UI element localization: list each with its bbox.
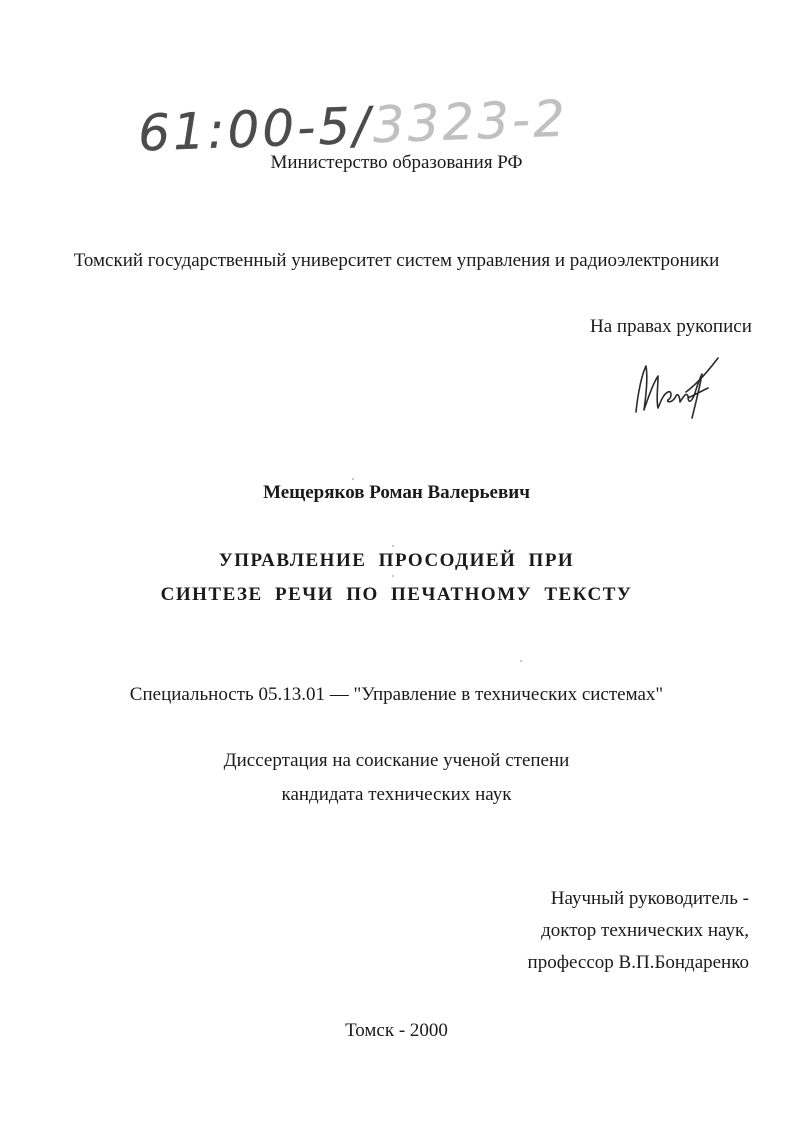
title-line-1: УПРАВЛЕНИЕ ПРОСОДИЕЙ ПРИ — [218, 550, 575, 571]
supervisor-line-3: профессор В.П.Бондаренко — [527, 952, 749, 973]
archive-number-part2: 3323-2 — [371, 89, 569, 155]
scan-speck — [392, 545, 394, 547]
specialty-line: Специальность 05.13.01 — "Управление в технических системах" — [129, 684, 664, 705]
supervisor-line-2: доктор технических наук, — [541, 920, 749, 941]
archive-number-part1: 61:00-5/ — [137, 96, 374, 163]
ministry-line: Министерство образования РФ — [270, 152, 523, 173]
dissertation-line-1: Диссертация на соискание ученой степени — [223, 750, 570, 771]
scan-speck — [392, 575, 394, 577]
title-line-2: СИНТЕЗЕ РЕЧИ ПО ПЕЧАТНОМУ ТЕКСТУ — [160, 584, 633, 605]
scan-speck — [520, 660, 522, 662]
author-name: Мещеряков Роман Валерьевич — [263, 482, 530, 503]
manuscript-rights: На правах рукописи — [590, 316, 752, 337]
scan-speck — [352, 478, 354, 480]
author-signature — [628, 352, 724, 420]
city-year: Томск - 2000 — [345, 1020, 448, 1041]
university-line: Томский государственный университет систем управления и радиоэлектроники — [73, 250, 720, 271]
signature-drawing — [628, 352, 724, 420]
dissertation-line-2: кандидата технических наук — [281, 784, 512, 805]
supervisor-line-1: Научный руководитель - — [550, 888, 749, 909]
